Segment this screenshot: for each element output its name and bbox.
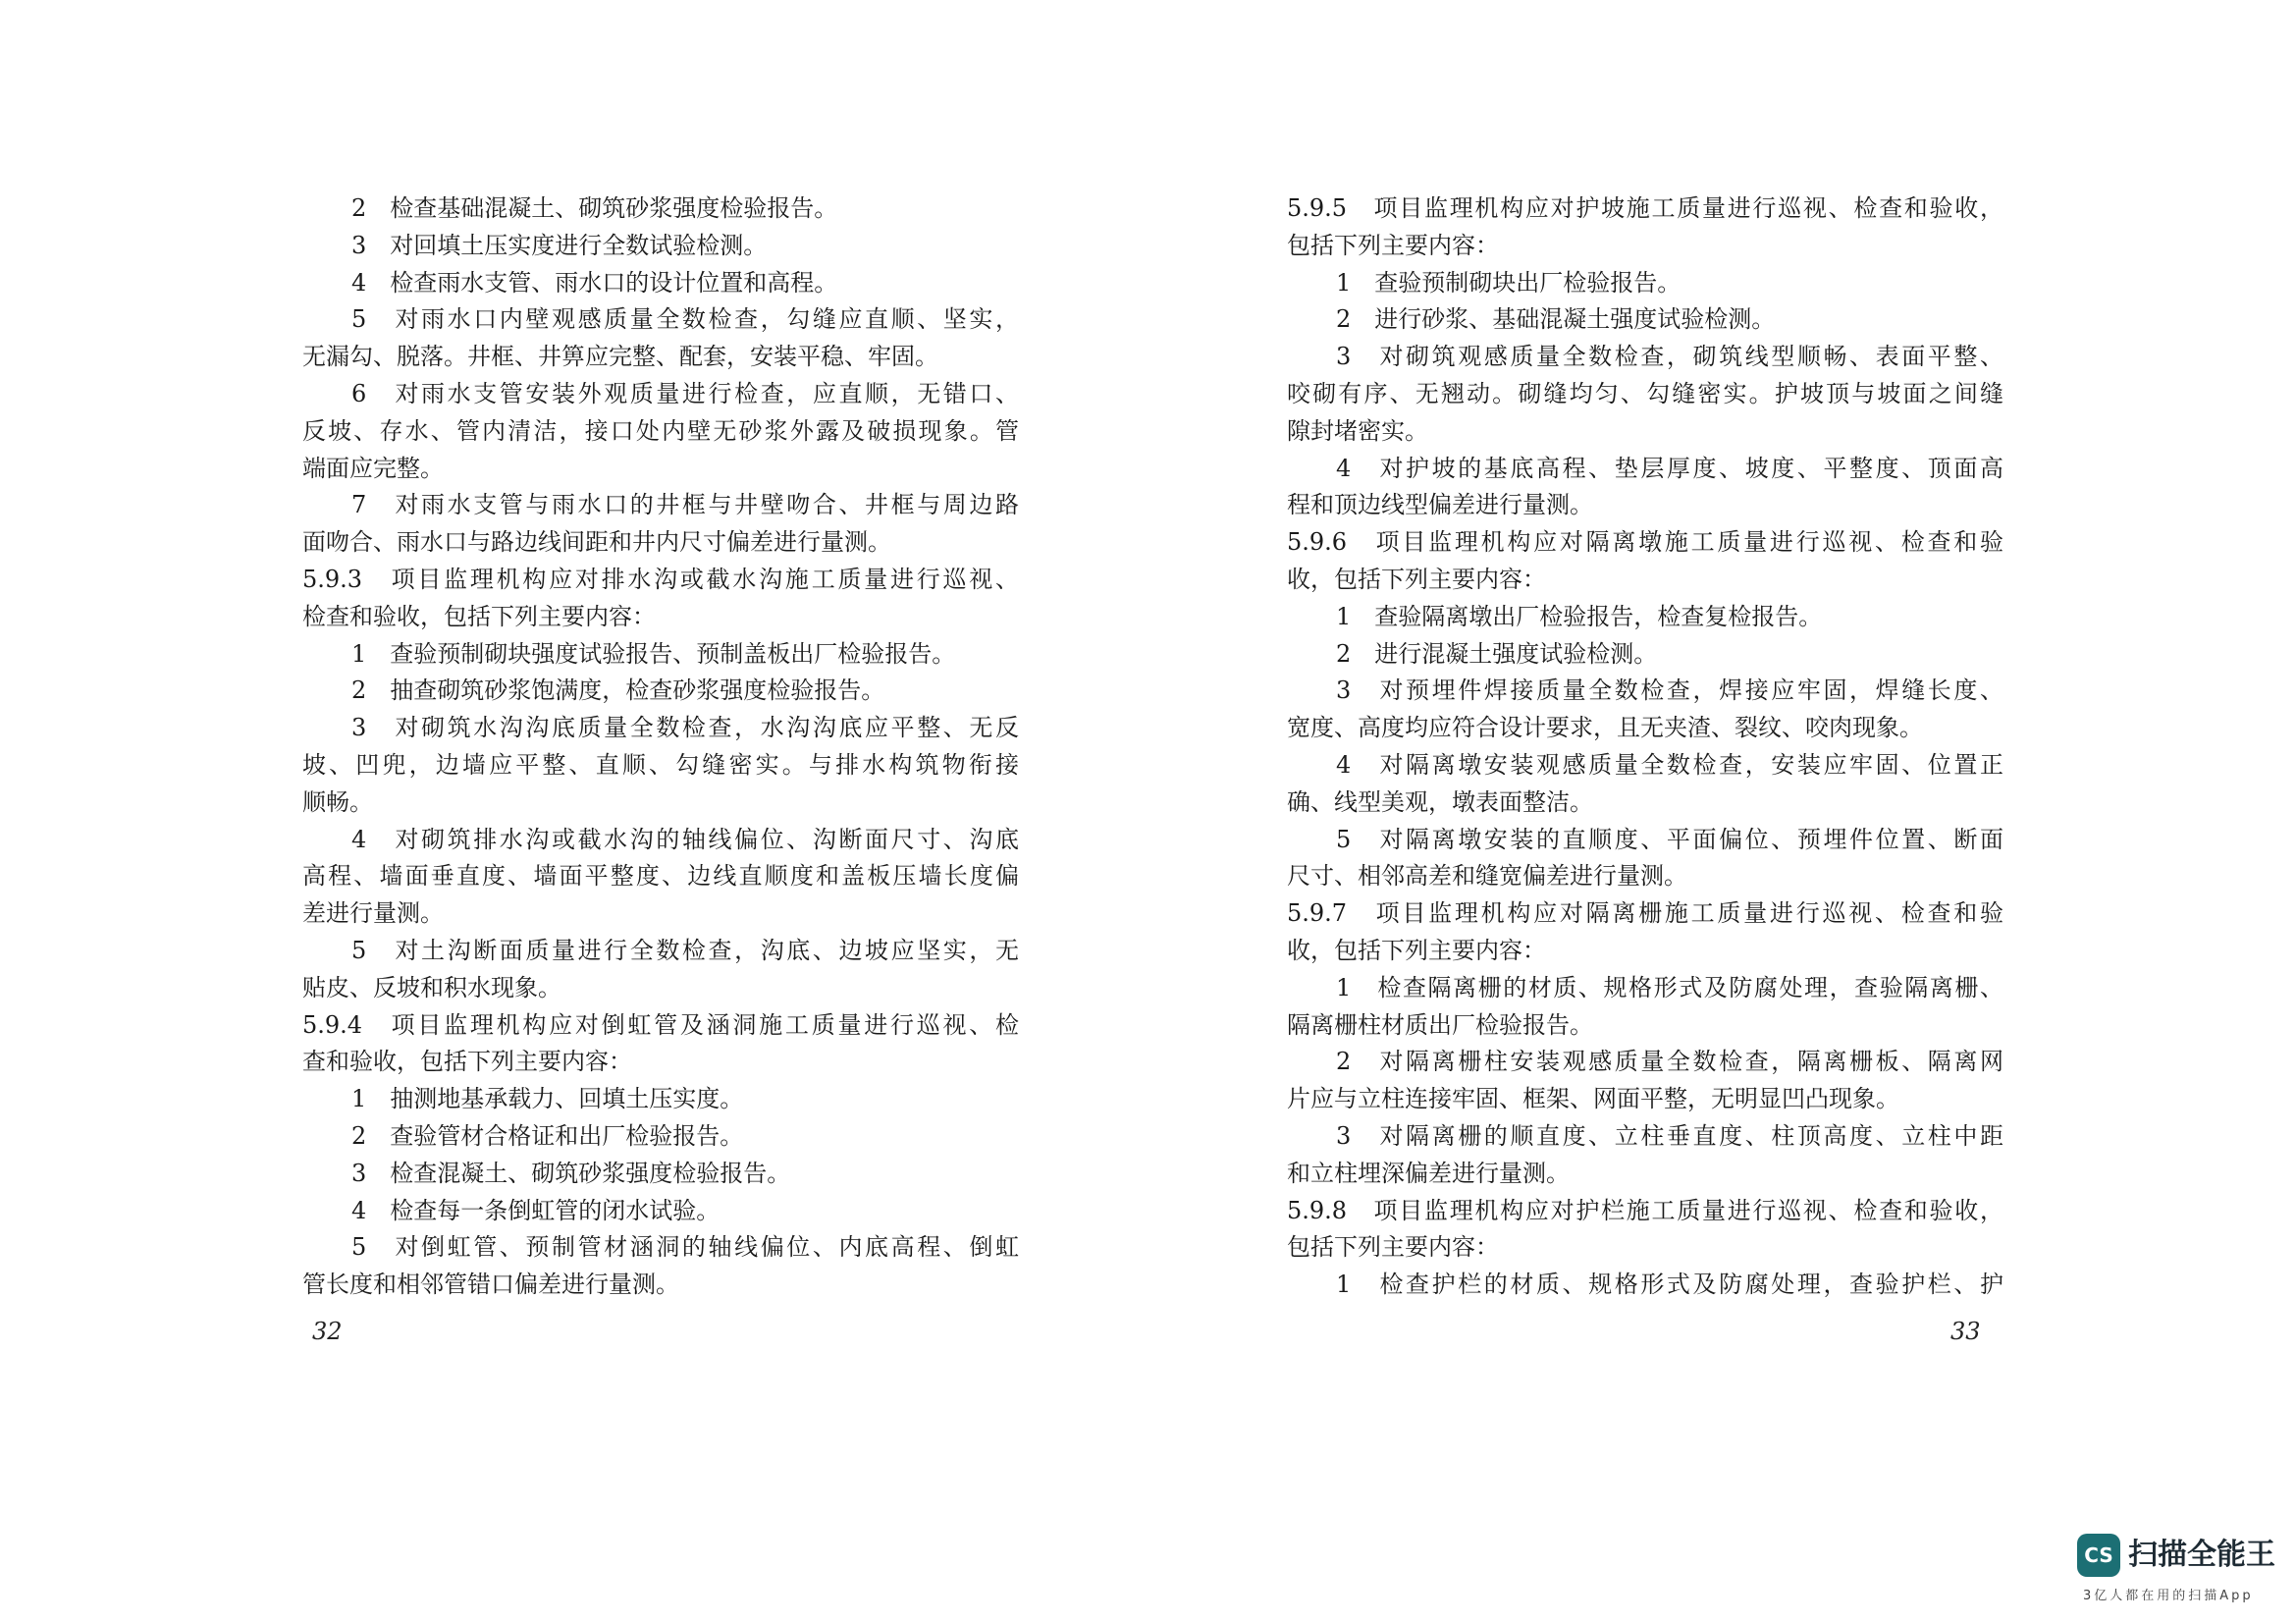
section-heading-5-9-7: 5.9.7 项目监理机构应对隔离栅施工质量进行巡视、检查和验 xyxy=(1287,899,2003,928)
text-line: 2 进行砂浆、基础混凝土强度试验检测。 xyxy=(1336,305,1776,334)
text-line: 确、线型美观，墩表面整洁。 xyxy=(1287,787,1593,816)
text-line: 4 检查雨水支管、雨水口的设计位置和高程。 xyxy=(351,268,838,297)
text-line: 差进行量测。 xyxy=(302,899,444,928)
text-line: 包括下列主要内容： xyxy=(1287,231,1499,259)
text-line: 2 检查基础混凝土、砌筑砂浆强度检验报告。 xyxy=(351,194,838,222)
text-line: 程和顶边线型偏差进行量测。 xyxy=(1287,491,1593,519)
text-line: 3 对预埋件焊接质量全数检查，焊接应牢固，焊缝长度、 xyxy=(1336,676,2003,705)
text-line: 收，包括下列主要内容： xyxy=(1287,936,1546,964)
watermark-brand: 扫描全能王 xyxy=(2128,1538,2275,1572)
watermark-tagline: 3亿人都在用的扫描App xyxy=(2083,1589,2254,1603)
text-line: 和立柱埋深偏差进行量测。 xyxy=(1287,1159,1570,1187)
text-line: 5 对土沟断面质量进行全数检查，沟底、边坡应坚实，无 xyxy=(351,936,1019,964)
text-line: 2 进行混凝土强度试验检测。 xyxy=(1336,639,1658,668)
right-text-column xyxy=(1287,190,2003,1304)
text-line: 3 对隔离栅的顺直度、立柱垂直度、柱顶高度、立柱中距 xyxy=(1336,1121,2003,1150)
text-line: 3 检查混凝土、砌筑砂浆强度检验报告。 xyxy=(351,1159,791,1187)
section-heading-5-9-5: 5.9.5 项目监理机构应对护坡施工质量进行巡视、检查和验收， xyxy=(1287,194,2003,222)
text-line: 5 对倒虹管、预制管材涵洞的轴线偏位、内底高程、倒虹 xyxy=(351,1233,1019,1262)
section-heading-5-9-8: 5.9.8 项目监理机构应对护栏施工质量进行巡视、检查和验收， xyxy=(1287,1196,2003,1224)
text-line: 无漏勾、脱落。井框、井箅应完整、配套，安装平稳、牢固。 xyxy=(302,343,938,371)
text-line: 反坡、存水、管内清洁，接口处内壁无砂浆外露及破损现象。管 xyxy=(302,416,1019,445)
text-line: 收，包括下列主要内容： xyxy=(1287,565,1546,593)
text-line: 6 对雨水支管安装外观质量进行检查，应直顺，无错口、 xyxy=(351,379,1019,407)
text-line: 2 查验管材合格证和出厂检验报告。 xyxy=(351,1121,744,1150)
text-line: 管长度和相邻管错口偏差进行量测。 xyxy=(302,1271,679,1299)
text-line: 隙封堵密实。 xyxy=(1287,416,1428,445)
text-line: 检查和验收，包括下列主要内容： xyxy=(302,602,656,630)
text-line: 高程、墙面垂直度、墙面平整度、边线直顺度和盖板压墙长度偏 xyxy=(302,862,1019,891)
text-line: 尺寸、相邻高差和缝宽偏差进行量测。 xyxy=(1287,862,1687,891)
text-line: 咬砌有序、无翘动。砌缝均匀、勾缝密实。护坡顶与坡面之间缝 xyxy=(1287,379,2003,407)
text-line: 包括下列主要内容： xyxy=(1287,1233,1499,1262)
text-line: 4 检查每一条倒虹管的闭水试验。 xyxy=(351,1196,721,1224)
scanner-watermark xyxy=(2077,1532,2283,1610)
text-line: 7 对雨水支管与雨水口的井框与井壁吻合、井框与周边路 xyxy=(351,491,1019,519)
text-line: 贴皮、反坡和积水现象。 xyxy=(302,973,561,1001)
text-line: 1 查验预制砌块出厂检验报告。 xyxy=(1336,268,1682,297)
text-line: 5 对隔离墩安装的直顺度、平面偏位、预埋件位置、断面 xyxy=(1336,825,2003,853)
text-line: 1 查验预制砌块强度试验报告、预制盖板出厂检验报告。 xyxy=(351,639,956,668)
right-page xyxy=(1148,0,2296,1623)
page-number-right: 33 xyxy=(1950,1318,1981,1345)
section-heading-5-9-6: 5.9.6 项目监理机构应对隔离墩施工质量进行巡视、检查和验 xyxy=(1287,528,2003,557)
text-line: 2 抽查砌筑砂浆饱满度，检查砂浆强度检验报告。 xyxy=(351,676,885,705)
text-line: 3 对砌筑水沟沟底质量全数检查，水沟沟底应平整、无反 xyxy=(351,714,1019,742)
text-line: 1 检查护栏的材质、规格形式及防腐处理，查验护栏、护 xyxy=(1336,1271,2003,1299)
text-line: 面吻合、雨水口与路边线间距和井内尺寸偏差进行量测。 xyxy=(302,528,891,557)
text-line: 端面应完整。 xyxy=(302,454,444,482)
text-line: 4 对砌筑排水沟或截水沟的轴线偏位、沟断面尺寸、沟底 xyxy=(351,825,1019,853)
text-line: 顺畅。 xyxy=(302,787,373,816)
text-line: 1 抽测地基承载力、回填土压实度。 xyxy=(351,1085,744,1113)
page-number-left: 32 xyxy=(312,1318,343,1345)
camscanner-logo-icon: CS xyxy=(2077,1534,2120,1577)
text-line: 3 对砌筑观感质量全数检查，砌筑线型顺畅、表面平整、 xyxy=(1336,343,2003,371)
text-line: 5 对雨水口内壁观感质量全数检查，勾缝应直顺、坚实， xyxy=(351,305,1019,334)
text-line: 查和验收，包括下列主要内容： xyxy=(302,1048,632,1076)
text-line: 2 对隔离栅柱安装观感质量全数检查，隔离栅板、隔离网 xyxy=(1336,1048,2003,1076)
text-line: 坡、凹兜，边墙应平整、直顺、勾缝密实。与排水构筑物衔接 xyxy=(302,750,1019,779)
text-line: 隔离栅柱材质出厂检验报告。 xyxy=(1287,1010,1593,1039)
text-line: 4 对护坡的基底高程、垫层厚度、坡度、平整度、顶面高 xyxy=(1336,454,2003,482)
text-line: 4 对隔离墩安装观感质量全数检查，安装应牢固、位置正 xyxy=(1336,750,2003,779)
section-heading-5-9-3: 5.9.3 项目监理机构应对排水沟或截水沟施工质量进行巡视、 xyxy=(302,565,1019,593)
text-line: 3 对回填土压实度进行全数试验检测。 xyxy=(351,231,768,259)
text-line: 1 查验隔离墩出厂检验报告，检查复检报告。 xyxy=(1336,602,1823,630)
section-heading-5-9-4: 5.9.4 项目监理机构应对倒虹管及涵洞施工质量进行巡视、检 xyxy=(302,1010,1019,1039)
left-text-column xyxy=(302,190,1019,1304)
text-line: 1 检查隔离栅的材质、规格形式及防腐处理，查验隔离栅、 xyxy=(1336,973,2003,1001)
text-line: 片应与立柱连接牢固、框架、网面平整，无明显凹凸现象。 xyxy=(1287,1085,1899,1113)
text-line: 宽度、高度均应符合设计要求，且无夹渣、裂纹、咬肉现象。 xyxy=(1287,714,1923,742)
